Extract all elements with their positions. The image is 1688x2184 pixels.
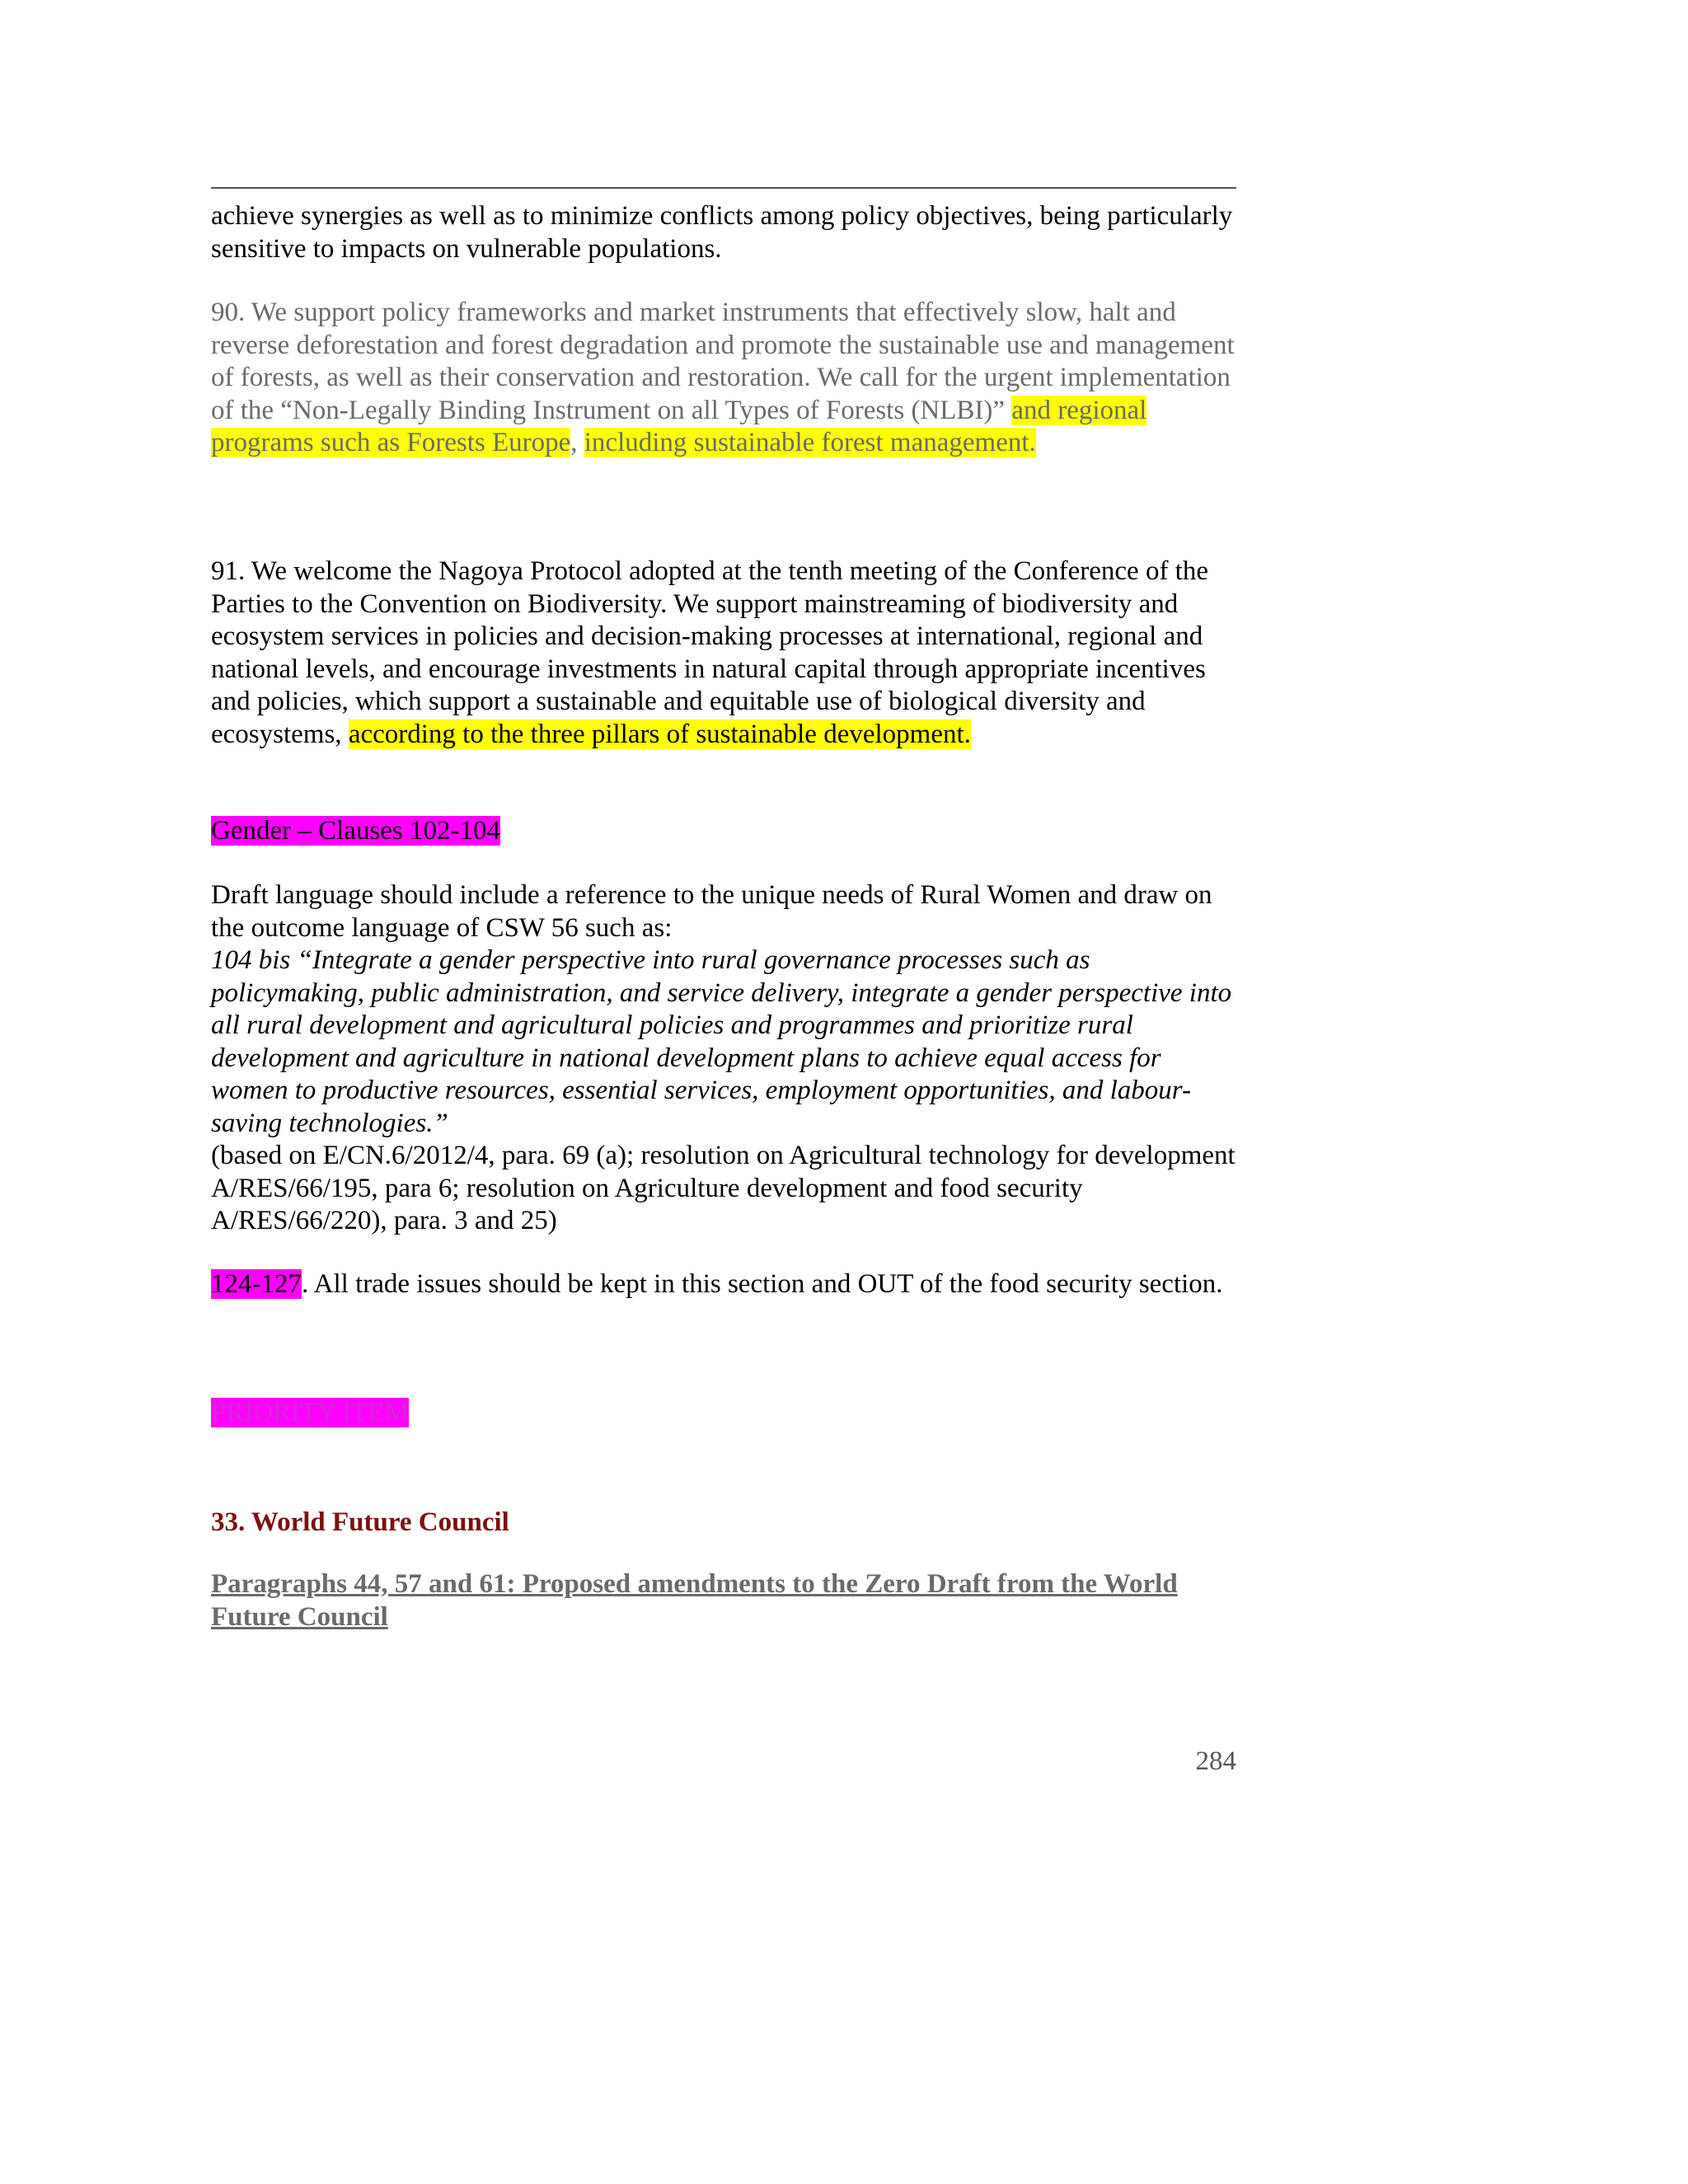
footnote-separator-rule [211, 187, 1236, 189]
organization-heading: 33. World Future Council [211, 1507, 509, 1537]
priority-item-label: PRIORITY ITEM [211, 1398, 409, 1427]
gender-section [211, 879, 1236, 1238]
continuation-paragraph [211, 200, 1236, 265]
paragraph-91 [211, 555, 1236, 751]
continuation-text: achieve synergies as well as to minimize conflicts among policy objectives, being particularly sensitive to impacts on vulnerable populations. [211, 201, 1233, 264]
gender-quote: 104 bis “Integrate a gender perspective into rural governance processes such as policymaking, public administration, and service delivery, integrate a gender perspective into all rural development and agricultural policies and programmes and prioritize rural development and agriculture in national development plans to achieve equal access for women to productive resources, essential services, employment opportunities, and labour-saving technologies.” [211, 945, 1232, 1138]
trade-paragraph [211, 1268, 1236, 1301]
paragraph-91-highlight: according to the three pillars of sustainable development. [348, 719, 971, 749]
paragraph-91-text: 91. We welcome the Nagoya Protocol adopted at the tenth meeting of the Conference of the Parties to the Convention on Biodiversity. We support mainstreaming of biodiversity and ecosystem services in policies and decision-making processes at international, regional and national levels, and encourage investments in natural capital through appropriate incentives and policies, which support a sustainable and equitable use of biological diversity and ecosystems, [211, 556, 1208, 749]
trade-range-highlight: 124-127 [211, 1269, 302, 1299]
gender-heading [211, 815, 1236, 848]
gender-source: (based on E/CN.6/2012/4, para. 69 (a); resolution on Agricultural technology for development A/RES/66/195, para 6; resolution on Agriculture development and food security A/RES/66/220), para. 3 and 25) [211, 1141, 1236, 1235]
paragraph-90-text: 90. We support policy frameworks and market instruments that effectively slow, halt and reverse deforestation and forest degradation and promote the sustainable use and management of forests, as well as their conservation and restoration. We call for the urgent implementation of the “Non-Legally Binding Instrument on all Types of Forests (NLBI)” [211, 298, 1235, 425]
trade-text: . All trade issues should be kept in this section and OUT of the food security section. [302, 1269, 1223, 1299]
gender-intro: Draft language should include a reference to the unique needs of Rural Women and draw on the outcome language of CSW 56 such as: [211, 880, 1212, 943]
priority-item [211, 1397, 1236, 1430]
paragraph-90-separator: , [570, 428, 584, 457]
gender-heading-label: Gender – Clauses 102-104 [211, 816, 501, 846]
paragraph-90-highlight-regional: and regional programs such as Forests Europe [211, 395, 1147, 457]
amendments-subheading: Paragraphs 44, 57 and 61: Proposed amendments to the Zero Draft from the World Future Council [211, 1569, 1178, 1632]
paragraph-90 [211, 297, 1236, 460]
page-number: 284 [1195, 1746, 1236, 1776]
paragraph-90-highlight-forest: including sustainable forest management. [584, 428, 1036, 457]
